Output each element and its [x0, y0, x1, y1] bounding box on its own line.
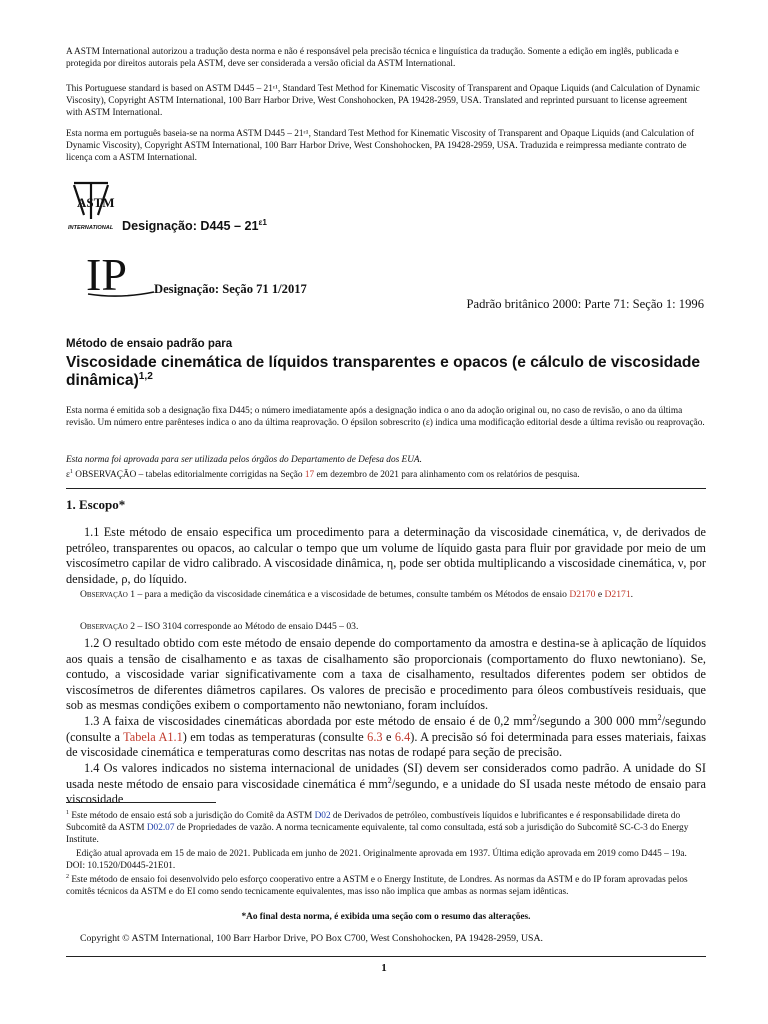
- section-heading-scope: 1. Escopo*: [66, 497, 126, 512]
- english-license-note: This Portuguese standard is based on ASTM D445 – 21ᵋ¹, Standard Test Method for Kinematic Viscosity of Transparent and Opaque Liquids (and Calculation of Dynamic Viscosity), Copyright ASTM International, 100 Barr Harbor Drive, West Conshohocken, PA 19428-2959, USA. Translated and reprinted pursuant to license agreement with ASTM International.: [66, 84, 700, 119]
- ip-logo-word: IP: [86, 250, 127, 298]
- footnote-divider: [66, 802, 216, 803]
- d2171-link[interactable]: D2171: [604, 589, 631, 600]
- ip-logo-icon: [84, 250, 156, 298]
- d2170-link[interactable]: D2170: [569, 589, 596, 600]
- header-divider: [66, 488, 706, 489]
- d02-07-link[interactable]: D02.07: [146, 823, 175, 834]
- paragraph-1-1: 1.1 Este método de ensaio especifica um procedimento para a determinação da viscosidade cinemática, ν, de derivados de petróleo, transparentes ou opacos, ao calcular o tempo que um volume de líquido gasta para fluir por gravidade por meio de um viscosímetro capilar de vidro calibrado. A viscosidade dinâmica, η, pode ser obtida multiplicando a viscosidade cinemática, ν, por densidade, ρ, do líquido.: [66, 525, 706, 586]
- astm-designation: Designação: $D445 - 21^{\varepsilon 1}$: [122, 217, 267, 233]
- summary-of-changes-note: *Ao final desta norma, é exibida uma seção com o resumo das alterações.: [241, 912, 531, 922]
- translation-disclaimer: A ASTM International autorizou a tradução desta norma e não é responsável pela precisão técnica e linguística da tradução. Somente a edição em inglês, publicada e protegida por direitos autorais pela ASTM, deve ser considerada a versão oficial da ASTM International.: [66, 47, 679, 70]
- dod-approval-note: Esta norma foi aprovada para ser utilizada pelos órgãos do Departamento de Defesa dos EUA.: [66, 455, 422, 465]
- footnote-1: $^1$ Este método de ensaio está sob a jurisdição do Comitê da ASTM D02 de Derivados de petróleo, combustíveis líquidos e lubrificantes e é responsabilidade direta do Subcomitê da ASTM D02.07 de Propriedades de vazão. A norma tecnicamente equivalente, tal como consultada, está sob a jurisdição do Subcomitê SC-C-3 do Energy Institute.: [66, 809, 689, 846]
- section-17-link[interactable]: 17: [304, 470, 315, 480]
- page-number: 1: [381, 962, 387, 974]
- footnote-1-edition: Edição atual aprovada em 15 de maio de 2021. Publicada em junho de 2021. Originalmente aprovada em 1937. Última edição aprovada em 2019 como D445 – 19a. DOI: 10.1520/D0445-21E01.: [66, 849, 687, 872]
- copyright-line: Copyright © ASTM International, 100 Barr Harbor Drive, PO Box C700, West Conshohocken, PA 19428-2959, USA.: [80, 933, 544, 944]
- d02-link[interactable]: D02: [314, 811, 331, 821]
- astm-logo-sub: INTERNATIONAL: [68, 225, 114, 231]
- epsilon-note: $\varepsilon^1$ OBSERVAÇÃO – tabelas editorialmente corrigidas na Seção 17 em dezembro de 2021 para alinhamento com os relatórios de pesquisa.: [66, 468, 580, 480]
- note-1: Observação 1 – para a medição da viscosidade cinemática e a viscosidade de betumes, consulte também os Métodos de ensaio D2170 e D2171.: [80, 589, 634, 600]
- section-6-4-link[interactable]: 6.4: [394, 729, 411, 744]
- footer-divider: [66, 956, 706, 957]
- portuguese-license-note: Esta norma em português baseia-se na norma ASTM D445 – 21ᵋ¹, Standard Test Method for Kinematic Viscosity of Transparent and Opaque Liquids (and Calculation of Dynamic Viscosity), Copyright ASTM International, 100 Barr Harbor Drive, West Conshohocken, PA 19428-2959, USA. Traduzida e reimpressa mediante contrato de licença com a ASTM International.: [66, 129, 695, 164]
- page-title: Viscosidade cinemática de líquidos transparentes e opacos (e cálculo de viscosidade dinâmica)$^{1,2}$: [66, 354, 701, 389]
- astm-logo-icon: [68, 179, 124, 231]
- british-standard: Padrão britânico 2000: Parte 71: Seção 1: 1996: [466, 297, 704, 311]
- paragraph-1-4: 1.4 Os valores indicados no sistema internacional de unidades (SI) devem ser considerados como padrão. A unidade do SI usada neste método de ensaio para viscosidade cinemática é $mm^2$/segundo, e a unidade do SI usada neste método de ensaio para viscosidade: [66, 761, 706, 807]
- title-kicker: Método de ensaio padrão para: [66, 338, 233, 350]
- paragraph-1-3: 1.3 A faixa de viscosidades cinemáticas abordada por este método de ensaio é de 0,2 $mm^2$/segundo a 300 000 $mm^2$/segundo (consulte a Tabela A1.1) em todas as temperaturas (consulte 6.3 e 6.4). A precisão só foi determinada para esses materiais, faixas de viscosidade cinemática e temperaturas como descritas nas notas de rodapé para seção de precisão.: [66, 712, 706, 760]
- ip-designation: Designação: Seção 71 1/2017: [154, 282, 307, 296]
- footnote-2: $^2$ Este método de ensaio foi desenvolvido pelo esforço cooperativo entre a ASTM e o Energy Institute, de Londres. As normas da ASTM e do IP foram aprovadas pelos comitês técnicos da ASTM e do EI como sendo tecnicamente equivalentes, mas isso não implica que ambas as normas sejam idênticas.: [66, 873, 688, 898]
- note-2: Observação 2 – ISO 3104 corresponde ao Método de ensaio D445 – 03.: [80, 621, 359, 632]
- section-6-3-link[interactable]: 6.3: [367, 729, 383, 744]
- paragraph-1-2: 1.2 O resultado obtido com este método de ensaio depende do comportamento da amostra e destina-se à aplicação de líquidos aos quais a tensão de cisalhamento e as taxas de cisalhamento são proporcionais (comportamento do fluxo newtoniano). Se, contudo, a viscosidade variar significativamente com a taxa de cisalhamento, resultados diferentes podem ser obtidos de viscosímetros de diferentes diâmetros capilares. Os valores de precisão e procedimento para óleos combustíveis residuais, que sob as mesmas condições exibem o comportamento não newtoniano, foram incluídos.: [66, 636, 706, 713]
- issuance-note: Esta norma é emitida sob a designação fixa D445; o número imediatamente após a designação indica o ano da adoção original ou, no caso de revisão, o ano da última revisão. Um número entre parênteses indica o ano da última reaprovação. O épsilon sobrescrito (ε) indica uma modificação editorial desde a última revisão ou reaprovação.: [66, 406, 705, 429]
- astm-logo-word: ASTM: [77, 195, 115, 210]
- table-a1-1-link[interactable]: Tabela A1.1: [123, 729, 183, 744]
